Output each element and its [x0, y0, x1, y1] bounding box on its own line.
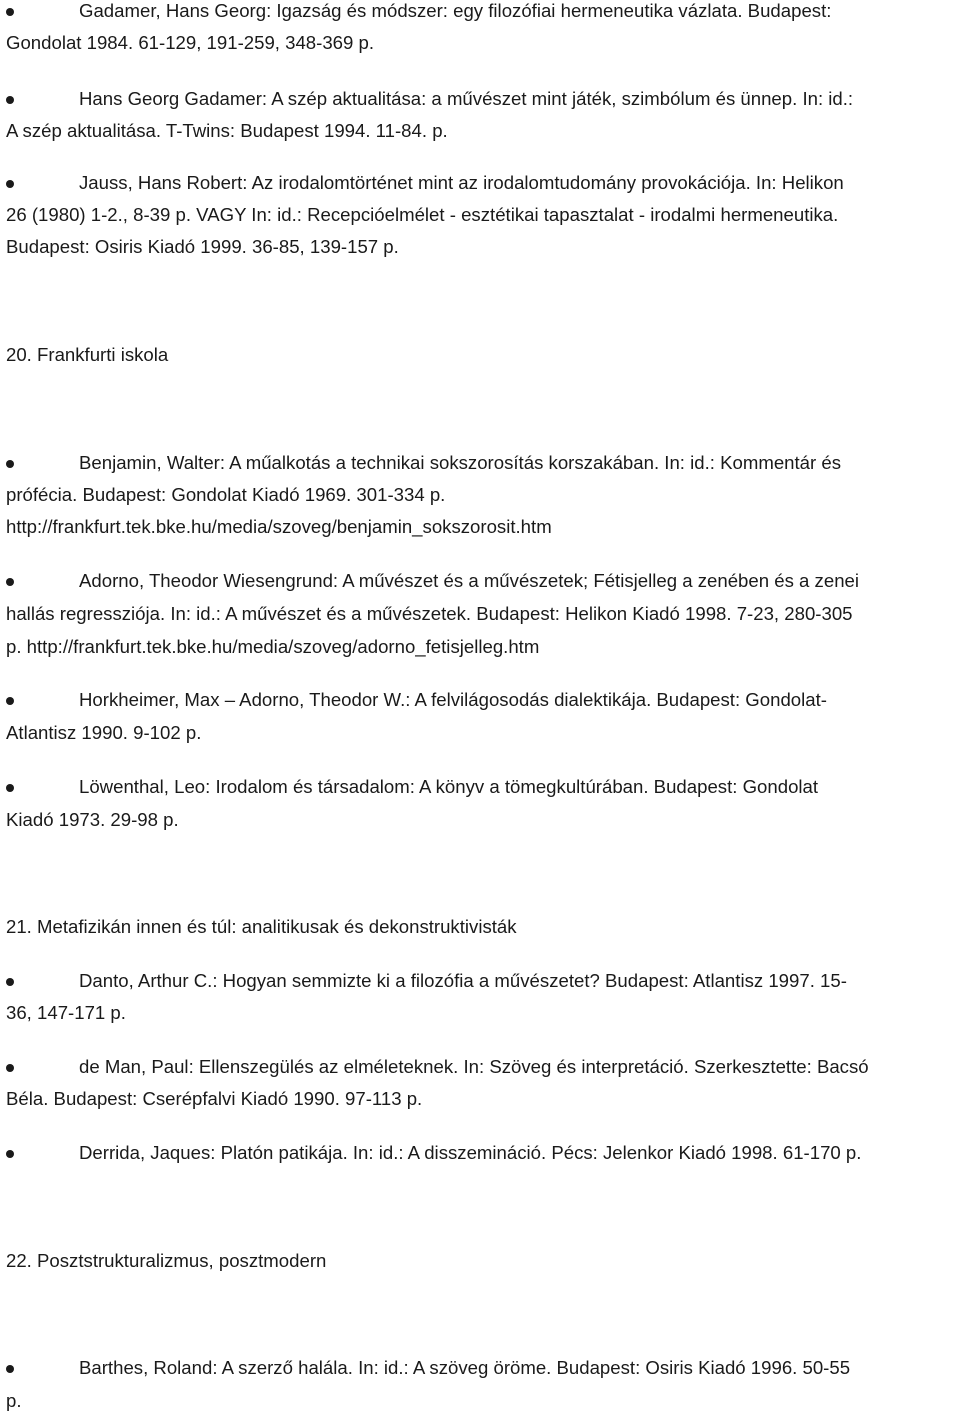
section-heading-20: 20. Frankfurti iskola	[6, 344, 169, 365]
bullet-icon	[6, 1365, 14, 1373]
entry-line: 36, 147-171 p.	[6, 1002, 126, 1023]
entry-line: prófécia. Budapest: Gondolat Kiadó 1969. 301-334 p.	[6, 484, 446, 505]
entry-line: p.	[6, 1390, 22, 1411]
entry-line: de Man, Paul: Ellenszegülés az elméleteknek. In: Szöveg és interpretáció. Szerkesztette: Bacsó	[79, 1056, 869, 1077]
entry-line: Horkheimer, Max – Adorno, Theodor W.: A felvilágosodás dialektikája. Budapest: Gondolat-	[79, 689, 827, 710]
section-heading-21: 21. Metafizikán innen és túl: analitikusak és dekonstruktivisták	[6, 916, 517, 937]
bullet-icon	[6, 1150, 14, 1158]
entry-line: Derrida, Jaques: Platón patikája. In: id.: A disszemináció. Pécs: Jelenkor Kiadó 1998. 61-170 p.	[79, 1142, 862, 1163]
entry-line: Hans Georg Gadamer: A szép aktualitása: a művészet mint játék, szimbólum és ünnep. In: id.:	[79, 88, 854, 109]
entry-link[interactable]: p. http://frankfurt.tek.bke.hu/media/szoveg/adorno_fetisjelleg.htm	[6, 636, 540, 657]
bullet-icon	[6, 578, 14, 586]
entry-line: Adorno, Theodor Wiesengrund: A művészet és a művészetek; Fétisjelleg a zenében és a zenei	[79, 570, 860, 591]
entry-line: Gondolat 1984. 61-129, 191-259, 348-369 p.	[6, 32, 375, 53]
bullet-icon	[6, 1064, 14, 1072]
bullet-icon	[6, 697, 14, 705]
entry-line: A szép aktualitása. T-Twins: Budapest 1994. 11-84. p.	[6, 120, 448, 141]
bullet-icon	[6, 180, 14, 188]
entry-line: Atlantisz 1990. 9-102 p.	[6, 722, 202, 743]
bullet-icon	[6, 978, 14, 986]
bullet-icon	[6, 8, 14, 16]
entry-line: Jauss, Hans Robert: Az irodalomtörténet mint az irodalomtudomány provokációja. In: Helikon	[79, 172, 844, 193]
bullet-icon	[6, 784, 14, 792]
entry-line: Benjamin, Walter: A műalkotás a technikai sokszorosítás korszakában. In: id.: Kommentár és	[79, 452, 841, 473]
entry-line: Béla. Budapest: Cserépfalvi Kiadó 1990. 97-113 p.	[6, 1088, 423, 1109]
entry-line: hallás regressziója. In: id.: A művészet és a művészetek. Budapest: Helikon Kiadó 1998. 7-23, 280-305	[6, 603, 853, 624]
section-heading-22: 22. Posztstrukturalizmus, posztmodern	[6, 1250, 327, 1271]
bullet-icon	[6, 460, 14, 468]
entry-link[interactable]: http://frankfurt.tek.bke.hu/media/szoveg/benjamin_sokszorosit.htm	[6, 516, 552, 537]
entry-line: Löwenthal, Leo: Irodalom és társadalom: A könyv a tömegkultúrában. Budapest: Gondolat	[79, 776, 819, 797]
entry-line: Budapest: Osiris Kiadó 1999. 36-85, 139-157 p.	[6, 236, 399, 257]
entry-line: Kiadó 1973. 29-98 p.	[6, 809, 179, 830]
entry-line: Danto, Arthur C.: Hogyan semmizte ki a filozófia a művészetet? Budapest: Atlantisz 1997. 15-	[79, 970, 847, 991]
entry-line: Gadamer, Hans Georg: Igazság és módszer: egy filozófiai hermeneutika vázlata. Budapest:	[79, 0, 832, 21]
entry-line: 26 (1980) 1-2., 8-39 p. VAGY In: id.: Recepcióelmélet - esztétikai tapasztalat - irodalmi hermeneutika.	[6, 204, 839, 225]
bullet-icon	[6, 96, 14, 104]
entry-line: Barthes, Roland: A szerző halála. In: id.: A szöveg öröme. Budapest: Osiris Kiadó 1996. 50-55	[79, 1357, 851, 1378]
